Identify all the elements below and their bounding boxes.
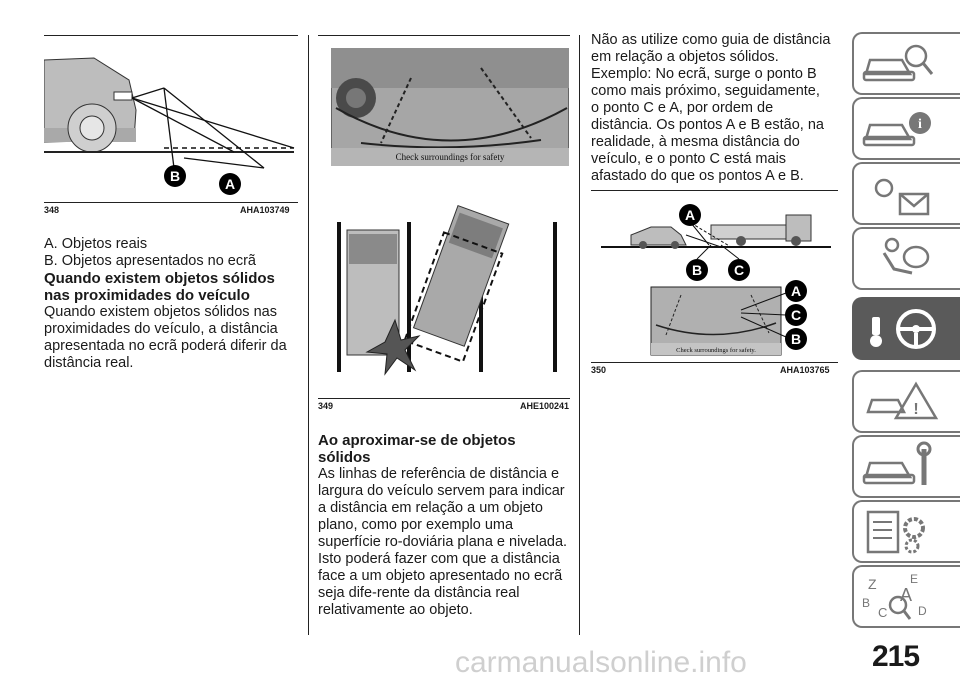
body-paragraph: As linhas de referência de distância e largura do veículo servem para indicar a distância em relação a um objeto plano, como por exemplo uma superfície ro-doviária plana e nivelada. Isto poderá fazer com que a distância face a um objeto apresentado no ecrã seja dife-rente da distância real relativamente ao objeto. <box>318 466 568 618</box>
index-letter: C <box>878 605 888 620</box>
column-divider <box>579 35 580 635</box>
figure-number: 348 <box>44 205 60 215</box>
tab-maintenance[interactable] <box>852 435 960 498</box>
screen-caption: Check surroundings for safety <box>395 152 505 162</box>
marker-a-label: A <box>224 176 236 192</box>
emergency-triangle-icon <box>854 372 954 431</box>
column-divider <box>308 35 309 635</box>
index-letter: E <box>910 572 919 586</box>
figure-code: AHA103749 <box>240 205 290 215</box>
body-paragraph: Quando existem objetos sólidos nas proximidades do veículo, a distância apresentada no ecrã poderá diferir da distância real. <box>44 304 287 371</box>
svg-text:!: ! <box>913 401 919 418</box>
figure-number: 350 <box>591 365 607 375</box>
warning-light-message-icon <box>854 164 954 223</box>
index-letter: D <box>918 604 927 618</box>
label-a-text: A. Objetos reais <box>44 236 148 252</box>
col1-text <box>44 236 300 372</box>
marker-b-label: B <box>790 331 802 347</box>
tab-emergency[interactable] <box>852 370 960 433</box>
paragraph-2: Exemplo: No ecrã, surge o ponto B como mais próximo, seguidamente, o ponto C e A, por ordem de distância. Os pontos A e B estão, na realidade, à mesma distância do veículo, e o ponto C está mais afastado do que os pontos A e B. <box>591 66 824 184</box>
car-wrench-icon <box>854 437 954 496</box>
index-letter: Z <box>868 576 877 592</box>
index-letter: B <box>862 596 871 610</box>
section-heading: Quando existem objetos sólidos nas proximidades do veículo <box>44 270 275 304</box>
car-info-icon <box>854 99 954 158</box>
figure-348-illustration <box>44 40 298 200</box>
fig348-rule <box>44 202 298 203</box>
spec-gears-icon <box>854 502 954 561</box>
tab-technical-data[interactable] <box>852 500 960 563</box>
col2-text <box>318 432 572 619</box>
marker-c-label: C <box>790 307 802 323</box>
marker-a-label: A <box>684 207 696 223</box>
col3-fig-top-rule <box>591 190 838 191</box>
col3-text <box>591 32 831 185</box>
tab-airbag-safety[interactable] <box>852 227 960 290</box>
marker-c-label: C <box>733 262 745 278</box>
col2-top-rule <box>318 35 570 36</box>
screen-caption: Check surroundings for safety. <box>676 347 756 354</box>
airbag-icon <box>854 229 954 288</box>
figure-code: AHA103765 <box>780 365 830 375</box>
marker-b-label: B <box>169 168 181 184</box>
camera-screen-image <box>331 48 569 166</box>
watermark: carmanualsonline.info <box>455 646 747 679</box>
marker-b-label: B <box>691 262 703 278</box>
tab-car-info-search[interactable] <box>852 32 960 95</box>
fig349-rule <box>318 398 570 399</box>
figure-350-illustration <box>591 195 838 360</box>
tab-starting-driving[interactable] <box>852 297 960 360</box>
index-letter: A <box>900 585 913 605</box>
paragraph-1: Não as utilize como guia de distância em relação a objetos sólidos. <box>591 32 831 65</box>
label-b-text: B. Objetos apresentados no ecrã <box>44 253 256 269</box>
tab-index[interactable] <box>852 565 960 628</box>
tab-car-info[interactable] <box>852 97 960 160</box>
fig350-rule <box>591 362 838 363</box>
svg-text:i: i <box>918 117 922 132</box>
car-search-icon <box>854 34 954 93</box>
tab-warning-lights[interactable] <box>852 162 960 225</box>
alphabet-index-icon <box>854 567 954 626</box>
marker-a-label: A <box>790 283 802 299</box>
page-number: 215 <box>872 640 920 673</box>
figure-code: AHE100241 <box>520 401 570 411</box>
col1-top-rule <box>44 35 298 36</box>
steering-wheel-key-icon <box>854 299 954 358</box>
parking-diagram <box>331 200 569 390</box>
section-heading: Ao aproximar-se de objetos sólidos <box>318 432 516 466</box>
figure-number: 349 <box>318 401 334 411</box>
